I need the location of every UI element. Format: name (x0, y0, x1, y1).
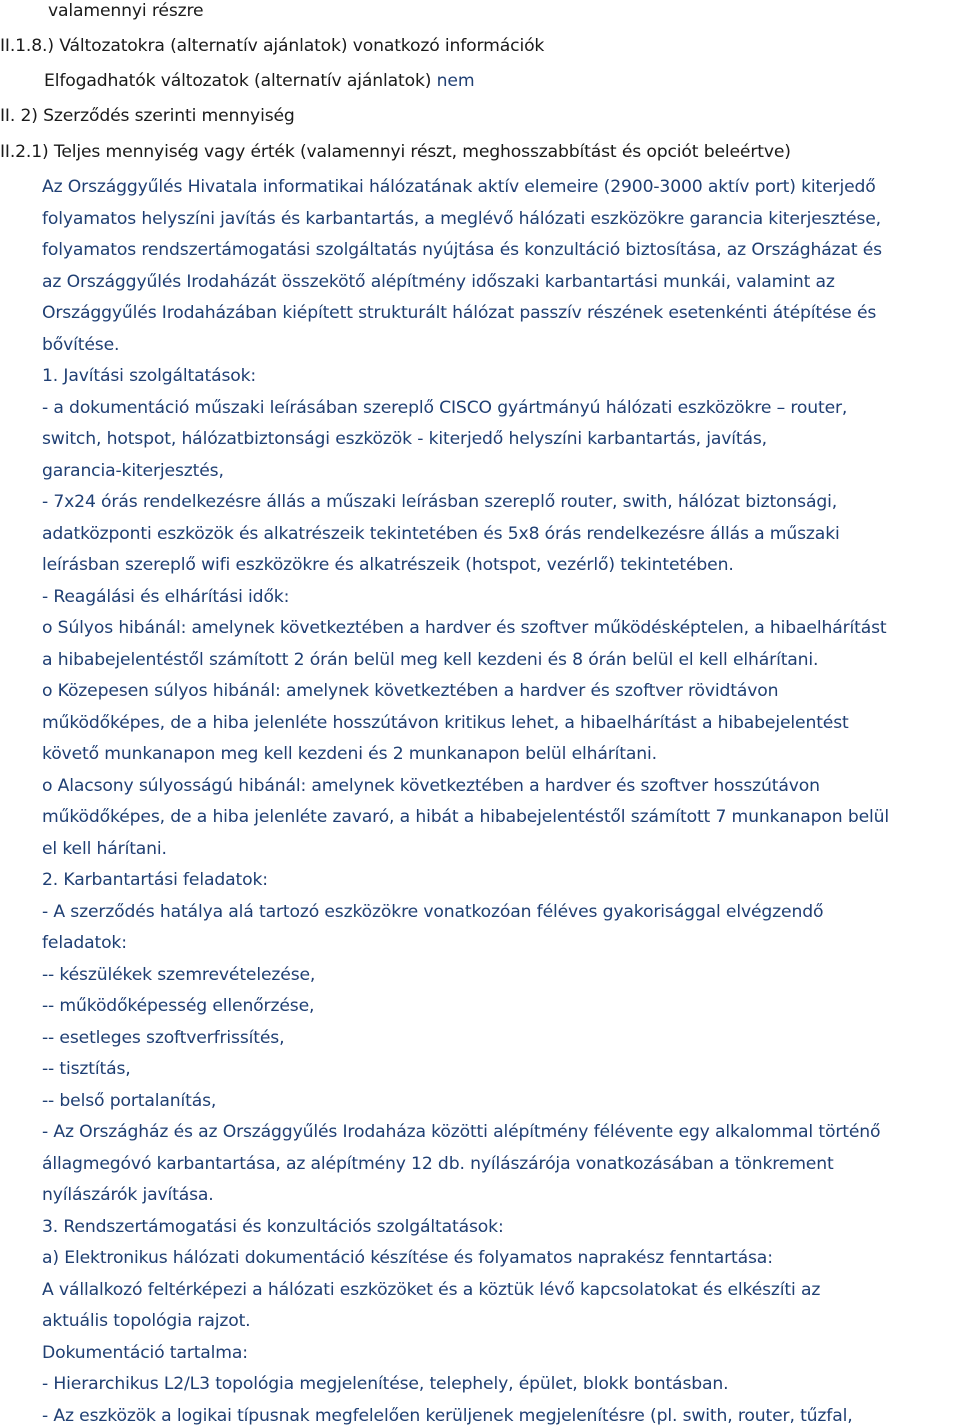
body-line: - 7x24 órás rendelkezésre állás a műszaki leírásban szereplő router, swith, hálózat biztonsági, (42, 492, 838, 512)
section-heading-ii-2: II. 2) Szerződés szerinti mennyiség (0, 106, 295, 126)
body-line: folyamatos helyszíni javítás és karbantartás, a meglévő hálózati eszközökre garancia kiterjesztése, (42, 209, 881, 229)
body-line: követő munkanapon meg kell kezdeni és 2 munkanapon belül elhárítani. (42, 744, 657, 764)
section-heading-ii-1-8: II.1.8.) Változatokra (alternatív ajánlatok) vonatkozó információk (0, 36, 545, 56)
variants-value: nem (436, 71, 475, 91)
section-heading-ii-2-1: II.2.1) Teljes mennyiség vagy érték (valamennyi részt, meghosszabbítást és opciót beleértve) (0, 142, 791, 162)
body-line: Országgyűlés Irodaházában kiépített strukturált hálózat passzív részének esetenkénti átépítése és (42, 303, 877, 323)
body-line: a hibabejelentéstől számított 2 órán belül meg kell kezdeni és 8 órán belül el kell elhárítani. (42, 650, 819, 670)
body-line: feladatok: (42, 933, 127, 953)
body-line: -- működőképesség ellenőrzése, (42, 996, 315, 1016)
variants-row (44, 70, 474, 92)
body-line: működőképes, de a hiba jelenléte hosszútávon kritikus lehet, a hibaelhárítást a hibabejelentést (42, 713, 849, 733)
body-line: az Országgyűlés Irodaházát összekötő alépítmény időszaki karbantartási munkái, valamint az (42, 272, 835, 292)
body-line: bővítése. (42, 335, 120, 355)
body-line: - Hierarchikus L2/L3 topológia megjelenítése, telephely, épület, blokk bontásban. (42, 1374, 729, 1394)
body-line: folyamatos rendszertámogatási szolgáltatás nyújtása és konzultáció biztosítása, az Országházat és (42, 240, 882, 260)
body-line: - a dokumentáció műszaki leírásában szereplő CISCO gyártmányú hálózati eszközökre – router, (42, 398, 848, 418)
body-line: o Közepesen súlyos hibánál: amelynek következtében a hardver és szoftver rövidtávon (42, 681, 779, 701)
body-line: adatközponti eszközök és alkatrészeik tekintetében és 5x8 órás rendelkezésre állás a műszaki (42, 524, 840, 544)
body-line: - Az eszközök a logikai típusnak megfelelően kerüljenek megjelenítésre (pl. swith, router, tűzfal, (42, 1406, 853, 1426)
body-line: működőképes, de a hiba jelenléte zavaró, a hibát a hibabejelentéstől számított 7 munkanapon belül (42, 807, 889, 827)
body-line: - Reagálási és elhárítási idők: (42, 587, 290, 607)
body-line: Az Országgyűlés Hivatala informatikai hálózatának aktív elemeire (2900-3000 aktív port) kiterjedő (42, 177, 876, 197)
body-line: nyílászárók javítása. (42, 1185, 214, 1205)
section-text-continuation: valamennyi részre (48, 1, 204, 21)
body-line: -- készülékek szemrevételezése, (42, 965, 316, 985)
body-line: A vállalkozó feltérképezi a hálózati eszközöket és a köztük lévő kapcsolatokat és elkészíti az (42, 1280, 821, 1300)
body-line: Dokumentáció tartalma: (42, 1343, 248, 1363)
body-line: o Súlyos hibánál: amelynek következtében a hardver és szoftver működésképtelen, a hibaelhárítást (42, 618, 887, 638)
body-line: 3. Rendszertámogatási és konzultációs szolgáltatások: (42, 1217, 504, 1237)
body-line: - Az Országház és az Országgyűlés Irodaháza közötti alépítmény félévente egy alkalommal történő (42, 1122, 881, 1142)
body-line: aktuális topológia rajzot. (42, 1311, 251, 1331)
body-line: -- tisztítás, (42, 1059, 131, 1079)
body-line: leírásban szereplő wifi eszközökre és alkatrészeik (hotspot, vezérlő) tekintetében. (42, 555, 734, 575)
variants-label: Elfogadhatók változatok (alternatív ajánlatok) (44, 71, 432, 91)
body-line: o Alacsony súlyosságú hibánál: amelynek következtében a hardver és szoftver hosszútávon (42, 776, 820, 796)
body-line: a) Elektronikus hálózati dokumentáció készítése és folyamatos naprakész fenntartása: (42, 1248, 773, 1268)
body-line: garancia-kiterjesztés, (42, 461, 224, 481)
body-line: - A szerződés hatálya alá tartozó eszközökre vonatkozóan féléves gyakorisággal elvégzendő (42, 902, 824, 922)
body-line: el kell hárítani. (42, 839, 167, 859)
body-line: -- esetleges szoftverfrissítés, (42, 1028, 285, 1048)
body-line: állagmegóvó karbantartása, az alépítmény 12 db. nyílászárója vonatkozásában a tönkrement (42, 1154, 834, 1174)
body-line: -- belső portalanítás, (42, 1091, 217, 1111)
body-line: 2. Karbantartási feladatok: (42, 870, 268, 890)
body-line: 1. Javítási szolgáltatások: (42, 366, 257, 386)
body-line: switch, hotspot, hálózatbiztonsági eszközök - kiterjedő helyszíni karbantartás, javítás, (42, 429, 767, 449)
